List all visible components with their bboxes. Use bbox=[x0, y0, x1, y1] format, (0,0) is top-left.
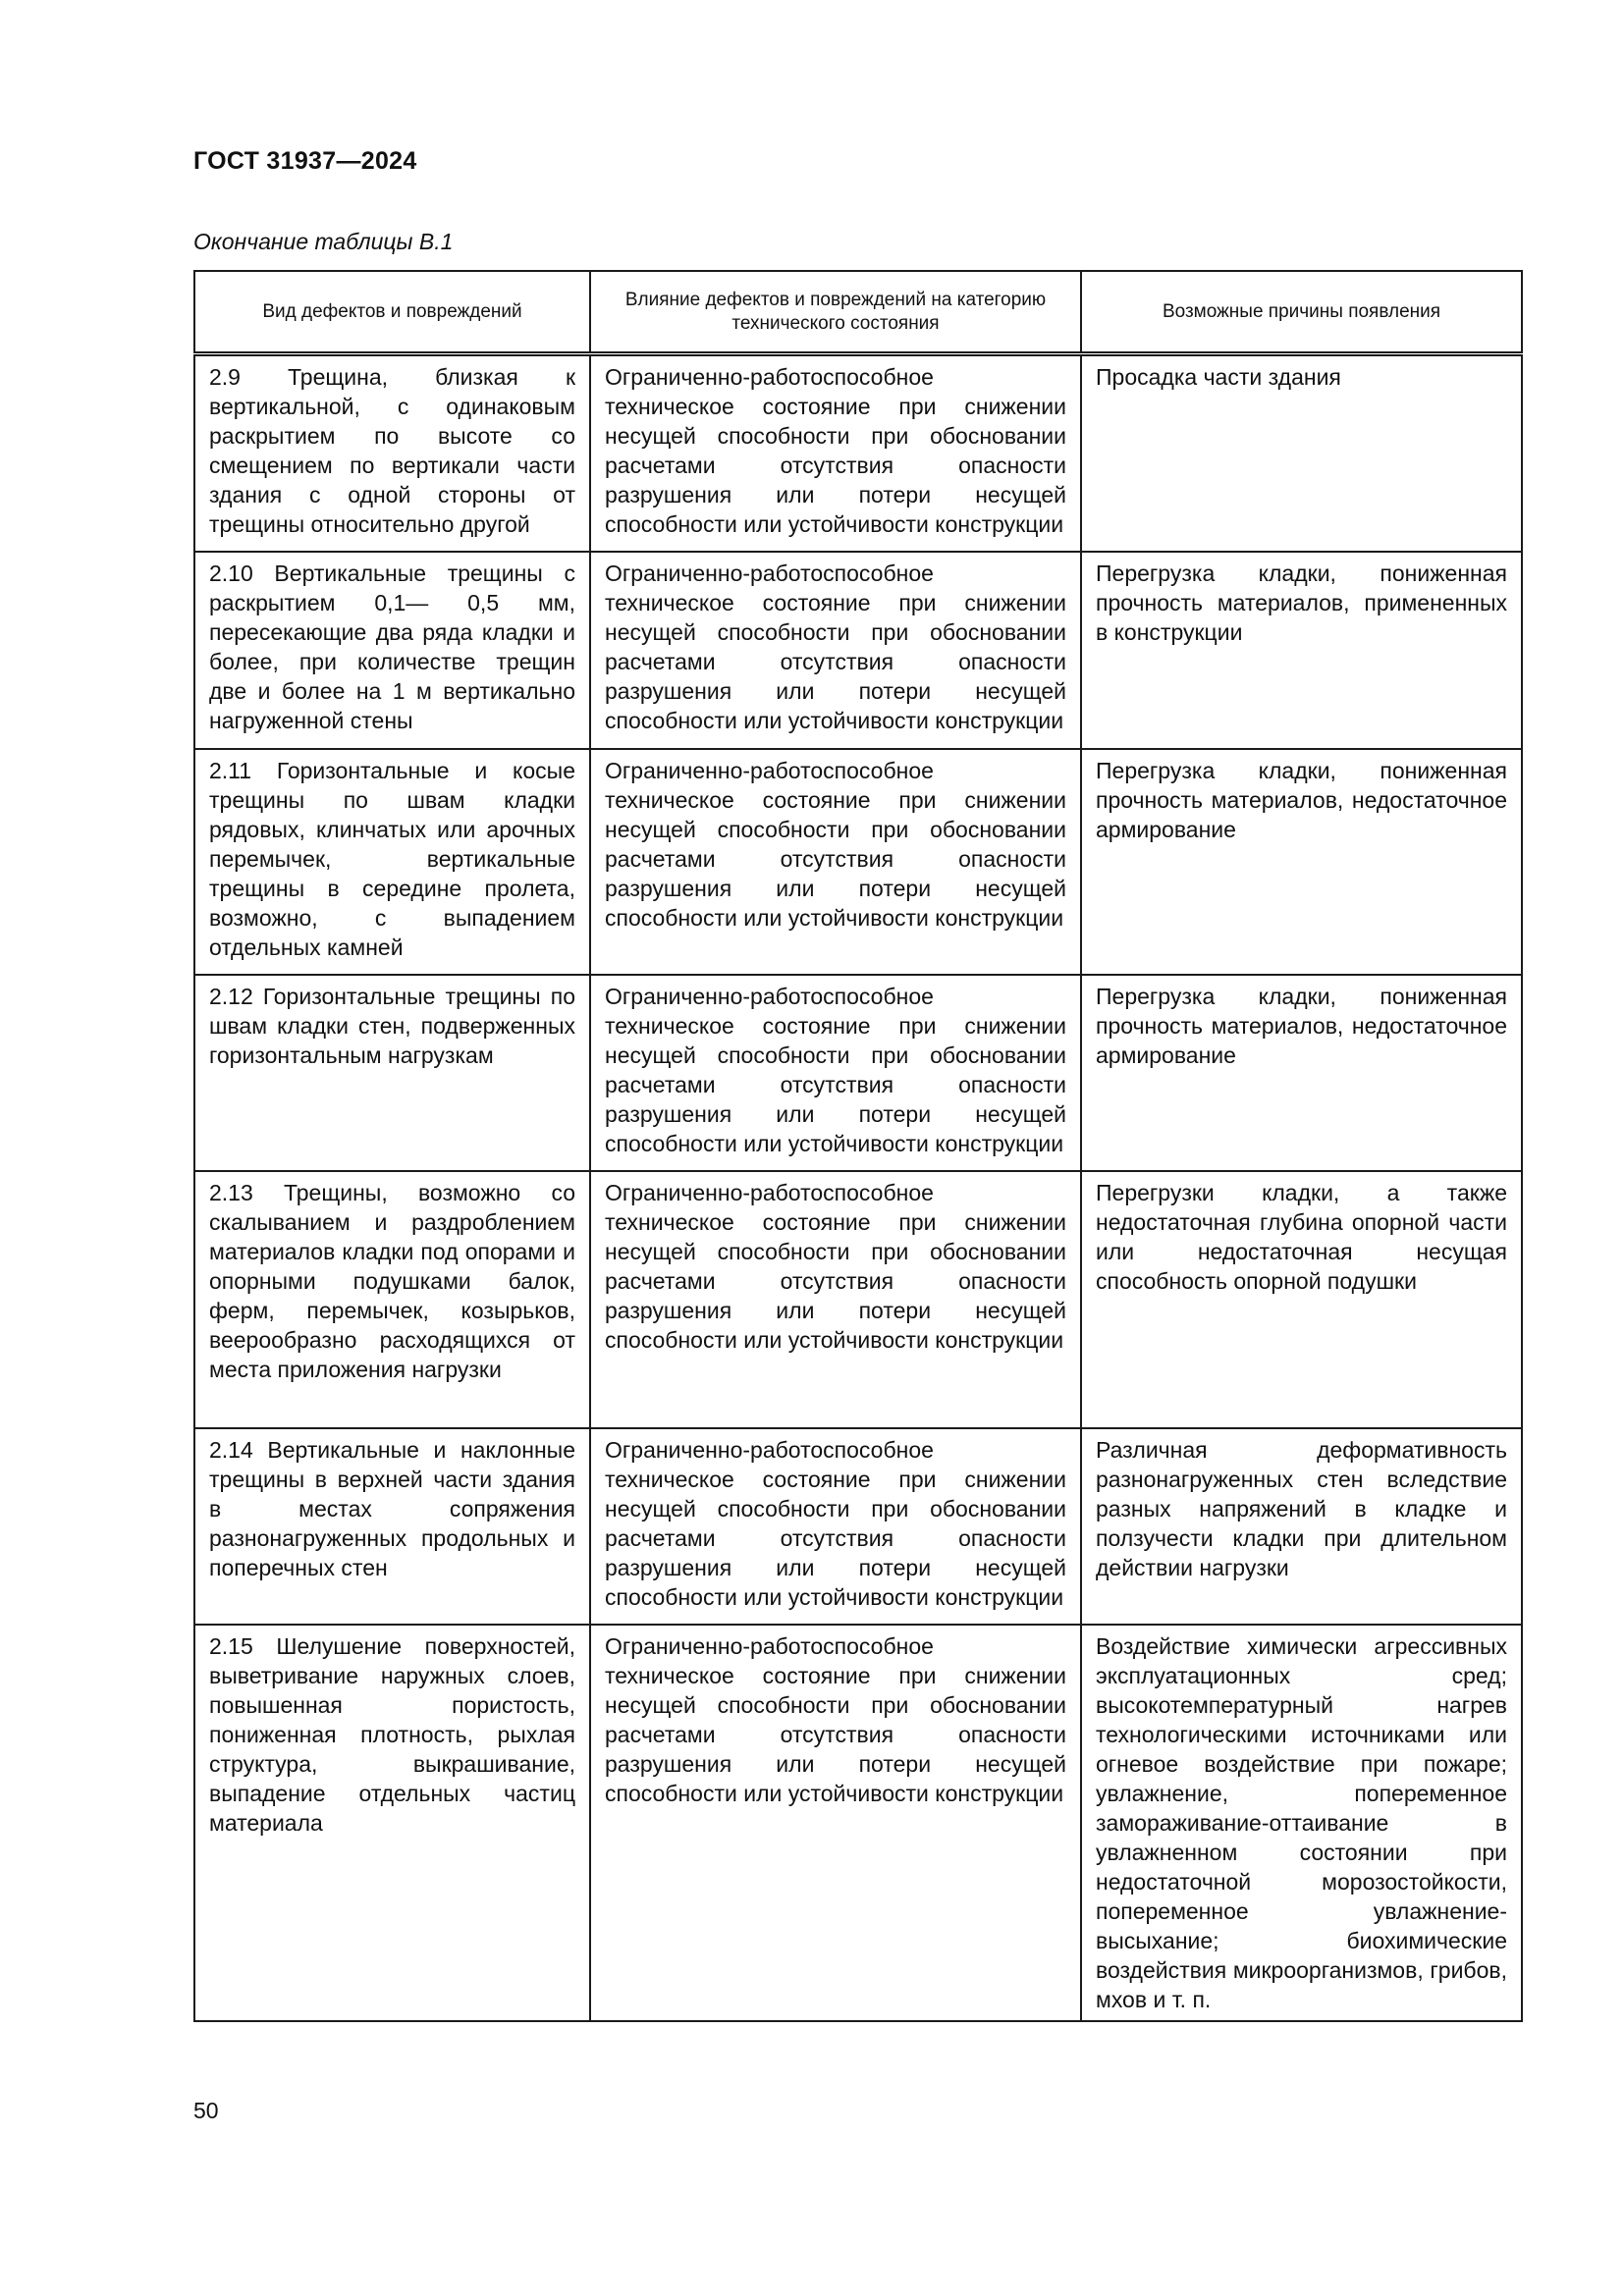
cell-impact: Ограниченно-работоспособное техническое состояние при снижении несущей способности при обосновании расчетами отсутствия опасности разрушения или потери несущей способности или устойчивости конструкции bbox=[590, 354, 1081, 552]
table-row bbox=[194, 749, 1522, 975]
cell-defect: 2.11 Горизонтальные и косые трещины по швам кладки рядовых, клинчатых или арочных перемычек, вертикальные трещины в середине пролета, возможно, с выпадением отдельных камней bbox=[194, 749, 590, 975]
cell-defect: 2.13 Трещины, возможно со скалыванием и раздроблением материалов кладки под опорами и опорными подушками балок, ферм, перемычек, козырьков, веерообразно расходящихся от места приложения нагрузки bbox=[194, 1171, 590, 1428]
column-header-impact: Влияние дефектов и повреждений на категорию технического состояния bbox=[590, 271, 1081, 354]
table-row bbox=[194, 1428, 1522, 1625]
cell-defect: 2.15 Шелушение поверхностей, выветривание наружных слоев, повышенная пористость, пониженная плотность, рыхлая структура, выкрашивание, выпадение отдельных частиц материала bbox=[194, 1625, 590, 2021]
defects-table bbox=[193, 270, 1523, 2022]
cell-defect: 2.10 Вертикальные трещины с раскрытием 0,1— 0,5 мм, пересекающие два ряда кладки и более, при количестве трещин две и более на 1 м вертикально нагруженной стены bbox=[194, 552, 590, 749]
cell-causes: Воздействие химически агрессивных эксплуатационных сред; высокотемпературный нагрев технологическими источниками или огневое воздействие при пожаре; увлажнение, попеременное замораживание-оттаивание в увлажненном состоянии при недостаточной морозостойкости, попеременное увлажнение-высыхание; биохимические воздействия микроорганизмов, грибов, мхов и т. п. bbox=[1081, 1625, 1522, 2021]
cell-defect: 2.14 Вертикальные и наклонные трещины в верхней части здания в местах сопряжения разнонагруженных продольных и поперечных стен bbox=[194, 1428, 590, 1625]
column-header-causes: Возможные причины появления bbox=[1081, 271, 1522, 354]
cell-impact: Ограниченно-работоспособное техническое состояние при снижении несущей способности при обосновании расчетами отсутствия опасности разрушения или потери несущей способности или устойчивости конструкции bbox=[590, 749, 1081, 975]
cell-impact: Ограниченно-работоспособное техническое состояние при снижении несущей способности при обосновании расчетами отсутствия опасности разрушения или потери несущей способности или устойчивости конструкции bbox=[590, 552, 1081, 749]
cell-causes: Различная деформативность разнонагруженных стен вследствие разных напряжений в кладке и ползучести кладки при длительном действии нагрузки bbox=[1081, 1428, 1522, 1625]
cell-causes: Просадка части здания bbox=[1081, 354, 1522, 552]
cell-impact: Ограниченно-работоспособное техническое состояние при снижении несущей способности при обосновании расчетами отсутствия опасности разрушения или потери несущей способности или устойчивости конструкции bbox=[590, 975, 1081, 1171]
cell-defect: 2.9 Трещина, близкая к вертикальной, с одинаковым раскрытием по высоте со смещением по вертикали части здания с одной стороны от трещины относительно другой bbox=[194, 354, 590, 552]
table-row bbox=[194, 552, 1522, 749]
cell-impact: Ограниченно-работоспособное техническое состояние при снижении несущей способности при обосновании расчетами отсутствия опасности разрушения или потери несущей способности или устойчивости конструкции bbox=[590, 1171, 1081, 1428]
cell-impact: Ограниченно-работоспособное техническое состояние при снижении несущей способности при обосновании расчетами отсутствия опасности разрушения или потери несущей способности или устойчивости конструкции bbox=[590, 1625, 1081, 2021]
page-number: 50 bbox=[193, 2098, 219, 2123]
cell-causes: Перегрузки кладки, а также недостаточная глубина опорной части или недостаточная несущая способность опорной подушки bbox=[1081, 1171, 1522, 1428]
cell-causes: Перегрузка кладки, пониженная прочность материалов, недостаточное армирование bbox=[1081, 975, 1522, 1171]
document-code: ГОСТ 31937—2024 bbox=[193, 147, 417, 175]
table-row bbox=[194, 975, 1522, 1171]
cell-impact: Ограниченно-работоспособное техническое состояние при снижении несущей способности при обосновании расчетами отсутствия опасности разрушения или потери несущей способности или устойчивости конструкции bbox=[590, 1428, 1081, 1625]
table-header-row bbox=[194, 271, 1522, 354]
table-row bbox=[194, 354, 1522, 552]
cell-causes: Перегрузка кладки, пониженная прочность материалов, примененных в конструкции bbox=[1081, 552, 1522, 749]
table-row bbox=[194, 1171, 1522, 1428]
cell-defect: 2.12 Горизонтальные трещины по швам кладки стен, подверженных горизонтальным нагрузкам bbox=[194, 975, 590, 1171]
table-caption: Окончание таблицы В.1 bbox=[193, 229, 454, 254]
column-header-defect: Вид дефектов и повреждений bbox=[194, 271, 590, 354]
cell-causes: Перегрузка кладки, пониженная прочность материалов, недостаточное армирование bbox=[1081, 749, 1522, 975]
table-row bbox=[194, 1625, 1522, 2021]
